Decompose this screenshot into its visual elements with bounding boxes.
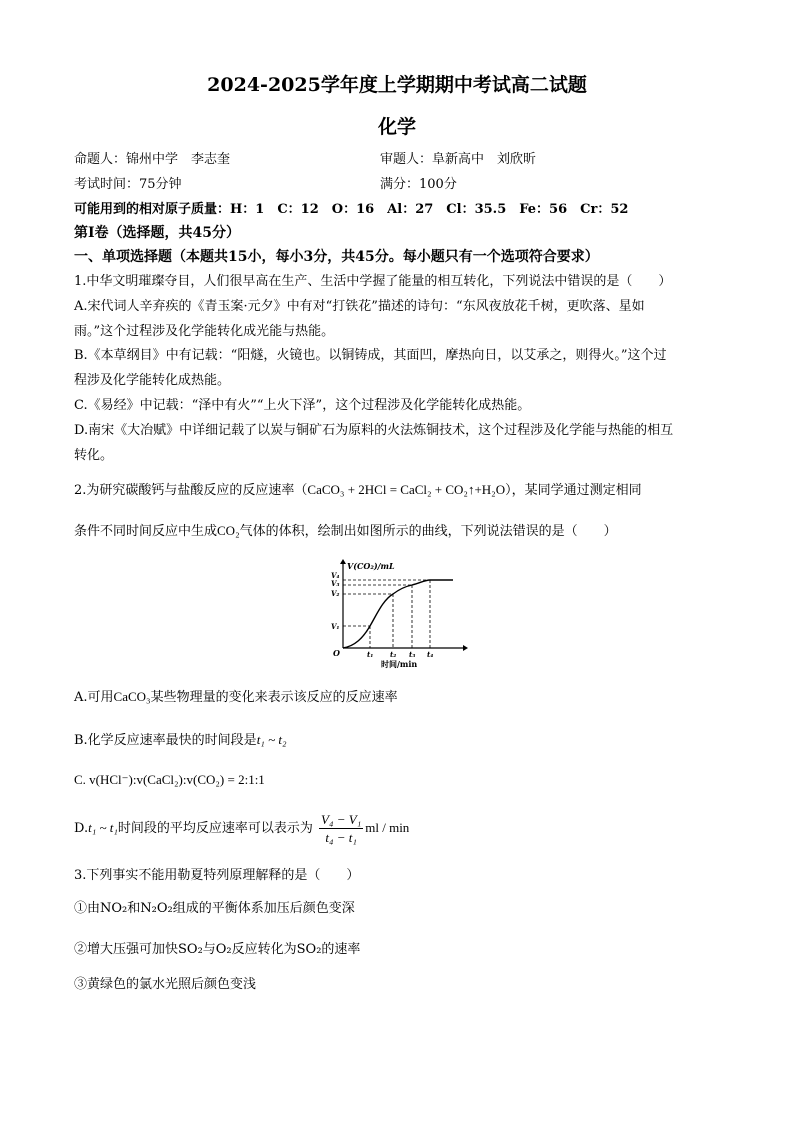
q2-d-mid: 时间段的平均反应速率可以表示为 bbox=[117, 821, 313, 836]
full-score: 满分：100分 bbox=[380, 177, 457, 192]
q2-d-fraction bbox=[319, 811, 363, 846]
q2-a-post: 某些物理量的变化来表示该反应的反应速率 bbox=[150, 690, 398, 705]
y-tick-v1: V₁ bbox=[331, 622, 340, 631]
q2-stem2-post: 气体的体积，绘制出如图所示的曲线，下列说法错误的是（ ） bbox=[239, 524, 617, 539]
x-tick-t1: t₁ bbox=[367, 650, 374, 659]
origin-label: O bbox=[333, 648, 340, 658]
q3-item-2: ②增大压强可加快SO₂与O₂反应转化为SO₂的速率 bbox=[74, 942, 361, 957]
q2-stem-line2 bbox=[74, 521, 617, 541]
q2-d-pre: D. bbox=[74, 821, 89, 836]
exam-title: 2024-2025学年度上学期期中考试高二试题 bbox=[207, 74, 587, 96]
q2-a-caco3: CaCO₃ bbox=[113, 689, 151, 704]
q2-equation: CaCO₃ + 2HCl = CaCl₂ + CO₂↑+H₂O bbox=[307, 482, 506, 497]
y-tick-v3: V₃ bbox=[331, 579, 340, 588]
q1-stem: 1.中华文明璀璨夺目，人们很早高在生产、生活中学握了能量的相互转化，下列说法中错误的是（ ） bbox=[74, 274, 672, 289]
q2-option-a bbox=[74, 687, 398, 707]
exam-time: 考试时间：75分钟 bbox=[74, 177, 182, 192]
graph-background bbox=[325, 556, 470, 672]
q1-option-d-line1: D.南宋《大冶赋》中详细记载了以炭与铜矿石为原料的火法炼铜技术，这个过程涉及化学能与热能的相互 bbox=[74, 423, 674, 438]
q3-item-1: ①由NO₂和N₂O₂组成的平衡体系加压后颜色变深 bbox=[74, 901, 355, 916]
q2-co2: CO₂ bbox=[217, 523, 240, 538]
x-tick-t3: t₃ bbox=[409, 650, 416, 659]
co2-volume-graph bbox=[325, 556, 470, 672]
fraction-numerator: V₄ − V₁ bbox=[321, 812, 362, 827]
x-axis-label: 时间/min bbox=[381, 659, 418, 669]
y-axis-label: V(CO₂)/mL bbox=[347, 561, 395, 571]
q2-stem-pre: 2.为研究碳酸钙与盐酸反应的反应速率（ bbox=[74, 483, 308, 498]
q2-d-range: t₁ ~ t₁ bbox=[88, 820, 118, 835]
q2-b-range: t₁ ~ t₂ bbox=[256, 732, 287, 747]
x-tick-t4: t₄ bbox=[427, 650, 434, 659]
q3-stem: 3.下列事实不能用勒夏特列原理解释的是（ ） bbox=[74, 868, 360, 883]
volume-heading: 第Ⅰ卷（选择题，共45分） bbox=[74, 225, 241, 241]
fraction-denominator: t₄ − t₁ bbox=[325, 830, 357, 845]
x-tick-t2: t₂ bbox=[390, 650, 397, 659]
q2-b-pre: B.化学反应速率最快的时间段是 bbox=[74, 733, 257, 748]
atomic-masses: 可能用到的相对原子质量：H：1 C：12 O：16 Al：27 Cl：35.5 Fe：56 Cr：52 bbox=[74, 202, 629, 217]
q3-item-3: ③黄绿色的氯水光照后颜色变浅 bbox=[74, 977, 257, 992]
q2-option-d bbox=[74, 808, 409, 849]
section-heading: 一、单项选择题（本题共15小，每小3分，共45分。每小题只有一个选项符合要求） bbox=[74, 249, 599, 265]
q2-stem-line1 bbox=[74, 480, 642, 500]
subject-title: 化学 bbox=[377, 116, 416, 138]
q2-option-b bbox=[74, 730, 286, 750]
q2-stem-post: ），某同学通过测定相同 bbox=[505, 483, 642, 498]
q2-option-c: C. v(HCl⁻):v(CaCl₂):v(CO₂) = 2:1:1 bbox=[74, 772, 265, 787]
q2-stem2-pre: 条件不同时间反应中生成 bbox=[74, 524, 218, 539]
q1-option-c: C.《易经》中记载：“泽中有火”“上火下泽”，这个过程涉及化学能转化成热能。 bbox=[74, 398, 531, 413]
reviewer-line: 审题人：阜新高中 刘欣昕 bbox=[380, 152, 537, 167]
setter-line: 命题人：锦州中学 李志奎 bbox=[74, 152, 231, 167]
q1-option-a-line1: A.宋代词人辛弃疾的《青玉案·元夕》中有对“打铁花”描述的诗句：“东风夜放花千树，更吹落、星如 bbox=[74, 299, 645, 314]
q2-d-unit: ml / min bbox=[365, 820, 410, 835]
q1-option-b-line2: 程涉及化学能转化成热能。 bbox=[74, 373, 231, 388]
y-tick-v2: V₂ bbox=[331, 589, 340, 598]
q1-option-d-line2: 转化。 bbox=[74, 448, 114, 463]
y-tick-v4: V₄ bbox=[331, 571, 340, 580]
q1-option-a-line2: 雨。”这个过程涉及化学能转化成光能与热能。 bbox=[74, 324, 335, 339]
q1-option-b-line1: B.《本草纲目》中有记载：“阳燧，火镜也。以铜铸成，其面凹，摩热向日，以艾承之，则得火。”这个过 bbox=[74, 348, 667, 363]
q2-a-pre: A.可用 bbox=[74, 690, 114, 705]
